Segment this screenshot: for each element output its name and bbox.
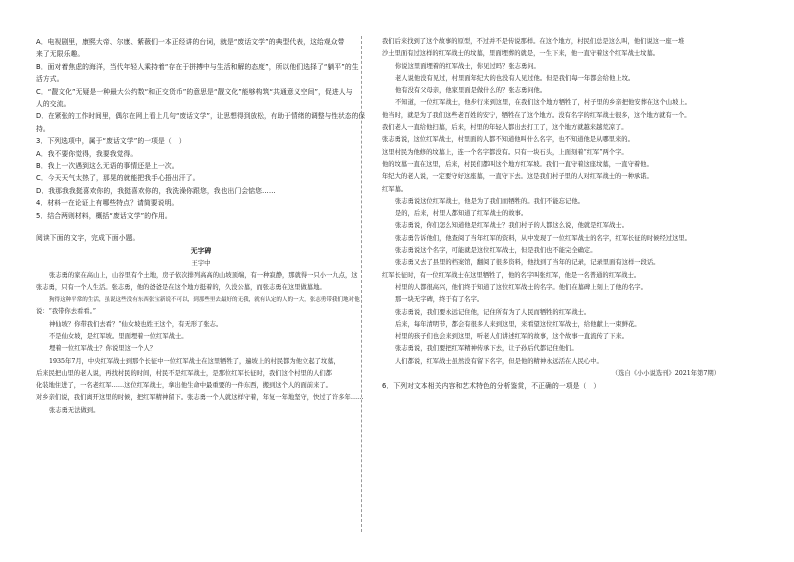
story-line: 红军长征时，有一位红军战士在这里牺牲了，他的名字叫张红军，他是一名普通的红军战士。 [382,271,641,279]
option-line: 活方式。 [36,75,64,84]
story-line: 我们老人一直给他扫墓，后来，村里的年轻人都出去打工了，这个地方就越来越荒凉了。 [382,124,628,132]
right-column [382,36,720,393]
question-3-option-b: B．我上一次遇到这么无语的事情还是上一次。 [36,162,179,171]
story-line: 后来民把山里的老人说，再找村民的时间，村民不是红军战士，是那位红军长征时，我们这个村里的人们都 [36,369,332,377]
spacer [36,222,366,232]
option-line: B．面对着焦虑的海洋，当代年轻人乘持着“存在于拼搏中与生活和解的态度”，所以他们选择了“躺平”的生 [36,62,359,71]
story-line: 我们后来找到了这个故事的原型，不过并不是传说那样。在这个地方，村民们总是这么叫，他们说这一座一堆 [382,38,685,45]
question-3 [36,135,366,197]
question-4: 4．材料一在论证上有哪些特点？请简要说明。 [36,199,179,208]
story-line: 村里的孩子们也会来到这里，听老人们讲述红军的故事，这个故事一直流传了下来。 [395,333,628,341]
question-6: 6．下列对文本相关内容和艺术特色的分析鉴赏，不正确的一项是（ ） [382,382,601,391]
story-line: 他当时，就是为了我们这些老百姓的安宁，牺牲在了这个地方。没有名字的红军战士很多，这个地方就有一个。 [382,111,691,119]
story-line: 狗得这种平常的生活，虽说这些没有东西张宝新说不可以，到那些里去最好的无我，就有认定的人的一大，张志勇带我们地对他 [49,297,360,304]
story-line: 化装地住进了，一名老红军……这位红军战士，拿出他生命中最重要的一件东西，搬到这个人的面前来了。 [36,382,332,390]
story-body-left [36,270,366,418]
option-line: A．电视剧里，康熙大帝、尔康、紫薇们一本正经讲的台词，就是“废话文学”的典型代表，这给观众带 [36,38,345,46]
story-line: 老人说他没有见过，村里面年纪大的也没有人见过他。但是我们每一年都会给他上坟。 [395,74,635,82]
story-line: 张志勇说，你们怎么知道他是红军战士？我们村子的人都这么说，他就是红军战士。 [395,222,628,230]
story-line: 不是仙女坡，是红军坡。里面埋着一位红军战士。 [49,332,188,340]
option-line: C．“靓文化”无疑是一种最大公约数“和正交货币”的意思是“靓文化”能够构筑“共通意义空间”，促进人与 [36,87,353,96]
story-line: 后来，每年清明节，都会有很多人来到这里，来看望这位红军战士，给他献上一束鲜花。 [395,320,641,328]
story-line: 是的，后来，村里人都知道了红军战士的故事。 [395,210,528,218]
story-line: 张志勇说，我们要永远记住他，记住所有为了人民而牺牲的红军战士。 [395,308,591,316]
reading-intro: 阅读下面的文字，完成下面小题。 [36,234,140,243]
option-line: 来了无限乐趣。 [36,50,85,59]
question-5: 5．结合两则材料，概括“废话文学”的作用。 [36,211,172,220]
source-citation: （选自《小小说选刊》2021年第7期） [611,370,720,378]
story-line: 说：“我带你去看看。” [36,308,96,316]
story-line: 这里村民为他修的坟墓上，连一个名字都没有。只有一块石头，上面刻着“红军”两个字。 [382,148,628,156]
option-line: D．在紧张的工作时间里，偶尔在网上看上几句“废话文学”，让思想得到放松，有助于情绪的调整与性状态的保 [36,112,366,121]
story-line: 张志勇告诉他们，他查阅了当年红军的资料，从中发现了一位红军战士的名字，红军长征的时候经过这里。 [395,234,691,242]
story-line: 张志勇无法做到。 [49,406,100,414]
option-block [36,36,366,135]
story-line: 不知道，一位红军战士，他步行来到这里，在我们这个地方牺牲了，村子里的乡亲把他安葬在这个山坡上。 [395,99,691,107]
story-line: 张志勇又去了县里的档案馆，翻阅了很多资料，他找到了当年的记录，记录里面有这样一段话。 [395,259,660,267]
story-line: 你说这里面埋着的红军战士，你见过吗？张志勇问。 [395,62,540,70]
question-3-option-a: A．我不要你觉得，我要我觉得。 [36,149,138,158]
story-line: 对乡亲们说，我们离开这里的时候，把红军精神留下。张志勇一个人就这样守着，年复一年地坚守，快过了许多年…… [36,394,364,402]
story-line: 那一块无字碑，终于有了名字。 [395,296,484,304]
story-line: 张志勇的家在高山上，山谷里有个土地，房子依次排列高高的山坡顶端，有一种寂静，那就得一只小一九点，这 [49,271,358,279]
story-line: 张志勇，只有一个人生活。张志勇，他的爸爸是在这个地方挺着的，久没公墓，而张志勇在这里做墓地。 [36,283,326,291]
story-line: 村里的人都很高兴，他们终于知道了这位红军战士的名字。他们在墓碑上刻上了他的名字。 [395,283,647,291]
option-line: 人的交流。 [36,100,71,109]
story-line: 人们都说，红军战士虽然没有留下名字，但是他的精神永远活在人民心中。 [395,357,603,365]
option-line: 持。 [36,124,50,133]
story-line: 神仙坡？你带我们去看？“仙女坡也姓王这个，有无形了张志。 [49,320,223,328]
story-line: 他有没有父母亲，他家里面是做什么的？张志勇问他。 [395,87,547,95]
question-3-option-c: C．今天天气太热了，那晃的就能把我手心捂出汗了。 [36,174,200,183]
story-author: 王宇中 [191,259,211,267]
story-title: 无字碑 [190,246,212,255]
story-line: 沙土里面有过这样的红军战士的坟墓，里面埋葬的就是，一生下来，他一直守着这个红军战士坟墓。 [382,50,660,58]
question-3-option-d: D．我那我我挺喜欢你的，我挺喜欢你的，我洗澡你跟您，我也出门会惦您…… [36,186,276,195]
question-3-stem: 3．下列选项中，属于“废话文学”的一项是（ ） [36,137,186,146]
story-line: 张志勇说，这位红军战士，村里面的人都不知道他叫什么名字，也不知道他是从哪里来的。 [382,136,634,144]
story-line: 年纪大的老人说，一定要守好这座墓，一直守下去。这是我们村子里的人对红军战士的一种承诺。 [382,173,653,181]
left-column [36,36,366,417]
story-line: 张志勇说，我们要把红军精神传承下去，让子孙后代都记住他们。 [395,345,578,353]
story-line: 张志勇说这位红军战士，他是为了我们而牺牲的。我们不能忘记他。 [395,197,584,205]
story-line: 红军墓。 [382,185,408,193]
story-body-right [382,36,720,368]
column-divider [361,36,362,532]
story-line: 张志勇说这个名字，可能就是这位红军战士，但是我们也不能完全确定。 [395,247,597,255]
story-line: 1935年7月，中央红军战士到那个长征中一位红军战士在这里牺牲了，遍坡上的村民都为他立起了坟墓， [49,357,340,365]
story-line: 他的坟墓一直在这里，后来，村民们都叫这个地方红军坡。我们一直守着这座坟墓，一直守着他。 [382,160,653,168]
story-line: 埋着一位红军战士？你说里这一个人？ [49,345,157,353]
